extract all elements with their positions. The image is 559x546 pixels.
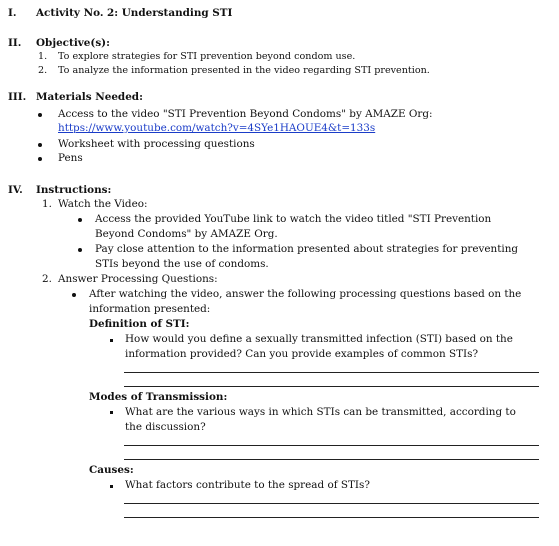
video-link[interactable]: https://www.youtube.com/watch?v=4SYe1HAOUE4&t=133s [58, 122, 376, 134]
modes-question-line-2: the discussion? [125, 421, 206, 433]
square-bullet-icon [110, 485, 113, 488]
objective-1-number: 1. [38, 51, 48, 62]
step-2-bullet-line-2: information presented: [89, 303, 211, 315]
step-1-bullet-2-line-1: Pay close attention to the information presented about strategies for preventing [95, 243, 519, 255]
definition-heading: Definition of STI: [89, 318, 190, 330]
definition-question-line-1: How would you define a sexually transmitted infection (STI) based on the [125, 333, 513, 345]
step-1-bullet-1-line-2: Beyond Condoms" by AMAZE Org. [95, 228, 278, 240]
objective-1-text: To explore strategies for STI prevention beyond condom use. [58, 51, 356, 62]
answer-line[interactable] [124, 503, 539, 504]
step-1-title: Watch the Video: [58, 198, 148, 210]
square-bullet-icon [110, 339, 113, 342]
answer-line[interactable] [124, 372, 539, 373]
step-1-bullet-1-line-1: Access the provided YouTube link to watch the video titled "STI Prevention [95, 213, 492, 225]
step-1-bullet-2-line-2: STIs beyond the use of condoms. [95, 258, 269, 270]
modes-question-line-1: What are the various ways in which STIs can be transmitted, according to [125, 406, 516, 418]
objective-2-text: To analyze the information presented in the video regarding STI prevention. [58, 65, 430, 76]
answer-line[interactable] [124, 459, 539, 460]
causes-question: What factors contribute to the spread of STIs? [125, 479, 370, 491]
bullet-icon [38, 157, 42, 161]
answer-line[interactable] [124, 517, 539, 518]
instructions-heading: Instructions: [36, 184, 112, 196]
bullet-icon [78, 248, 82, 252]
step-2-bullet-line-1: After watching the video, answer the following processing questions based on the [89, 288, 522, 300]
answer-line[interactable] [124, 445, 539, 446]
definition-question-line-2: information provided? Can you provide examples of common STIs? [125, 348, 479, 360]
section-2-number: II. [8, 37, 22, 49]
activity-title: Activity No. 2: Understanding STI [36, 7, 233, 19]
section-4-number: IV. [8, 184, 23, 196]
causes-heading: Causes: [89, 464, 134, 476]
step-1-number: 1. [42, 198, 52, 210]
section-1-number: I. [8, 7, 17, 19]
step-2-number: 2. [42, 273, 52, 285]
square-bullet-icon [110, 411, 113, 414]
objectives-heading: Objective(s): [36, 37, 110, 49]
bullet-icon [38, 113, 42, 117]
section-3-number: III. [8, 91, 27, 103]
material-pens: Pens [58, 152, 83, 164]
materials-heading: Materials Needed: [36, 91, 143, 103]
material-worksheet: Worksheet with processing questions [58, 138, 255, 150]
objective-2-number: 2. [38, 65, 48, 76]
bullet-icon [38, 143, 42, 147]
answer-line[interactable] [124, 386, 539, 387]
modes-heading: Modes of Transmission: [89, 391, 228, 403]
bullet-icon [72, 293, 76, 297]
material-video: Access to the video "STI Prevention Beyond Condoms" by AMAZE Org: [58, 108, 433, 120]
bullet-icon [78, 218, 82, 222]
step-2-title: Answer Processing Questions: [58, 273, 218, 285]
